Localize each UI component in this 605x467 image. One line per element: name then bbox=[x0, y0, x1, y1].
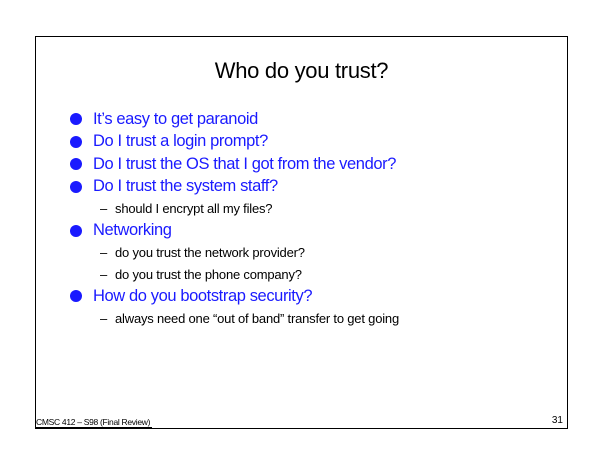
sub-item-text: do you trust the network provider? bbox=[115, 245, 305, 261]
sub-item-text: always need one “out of band” transfer to get going bbox=[115, 310, 399, 326]
bullet-item bbox=[70, 131, 550, 154]
sub-item-text: do you trust the phone company? bbox=[115, 266, 302, 282]
bullet-dot-icon bbox=[70, 158, 82, 170]
bullet-text: Do I trust a login prompt? bbox=[93, 132, 268, 151]
dash-marker: – bbox=[100, 310, 108, 326]
sub-list bbox=[70, 198, 550, 220]
bullet-dot-icon bbox=[70, 225, 82, 237]
bullet-group bbox=[70, 285, 550, 329]
slide-title: Who do you trust? bbox=[214, 58, 389, 83]
sub-list bbox=[70, 308, 550, 330]
bullet-item bbox=[70, 220, 550, 243]
bullet-text: Do I trust the OS that I got from the vendor? bbox=[93, 154, 396, 173]
bullet-dot-icon bbox=[70, 181, 82, 193]
footer-course-label: CMSC 412 – S98 (Final Review) bbox=[36, 417, 151, 427]
sub-item bbox=[70, 198, 550, 220]
bullet-group bbox=[70, 153, 550, 176]
bullet-text: It’s easy to get paranoid bbox=[93, 109, 258, 128]
bullet-group bbox=[70, 220, 550, 286]
bullet-dot-icon bbox=[70, 290, 82, 302]
dash-marker: – bbox=[100, 201, 108, 217]
dash-marker: – bbox=[100, 266, 108, 282]
bullet-group bbox=[70, 108, 550, 131]
bullet-item bbox=[70, 176, 550, 199]
bullet-list bbox=[70, 108, 550, 329]
page-number: 31 bbox=[551, 415, 563, 426]
bullet-item bbox=[70, 108, 550, 131]
bullet-dot-icon bbox=[70, 113, 82, 125]
sub-item bbox=[70, 242, 550, 264]
bullet-group bbox=[70, 176, 550, 220]
bullet-item bbox=[70, 153, 550, 176]
sub-item-text: should I encrypt all my files? bbox=[115, 201, 273, 217]
bullet-text: How do you bootstrap security? bbox=[93, 286, 313, 305]
bullet-text: Networking bbox=[93, 221, 172, 240]
dash-marker: – bbox=[100, 245, 108, 261]
bullet-item bbox=[70, 285, 550, 308]
bullet-dot-icon bbox=[70, 136, 82, 148]
sub-list bbox=[70, 242, 550, 285]
bullet-text: Do I trust the system staff? bbox=[93, 177, 278, 196]
sub-item bbox=[70, 308, 550, 330]
bullet-group bbox=[70, 131, 550, 154]
sub-item bbox=[70, 264, 550, 286]
